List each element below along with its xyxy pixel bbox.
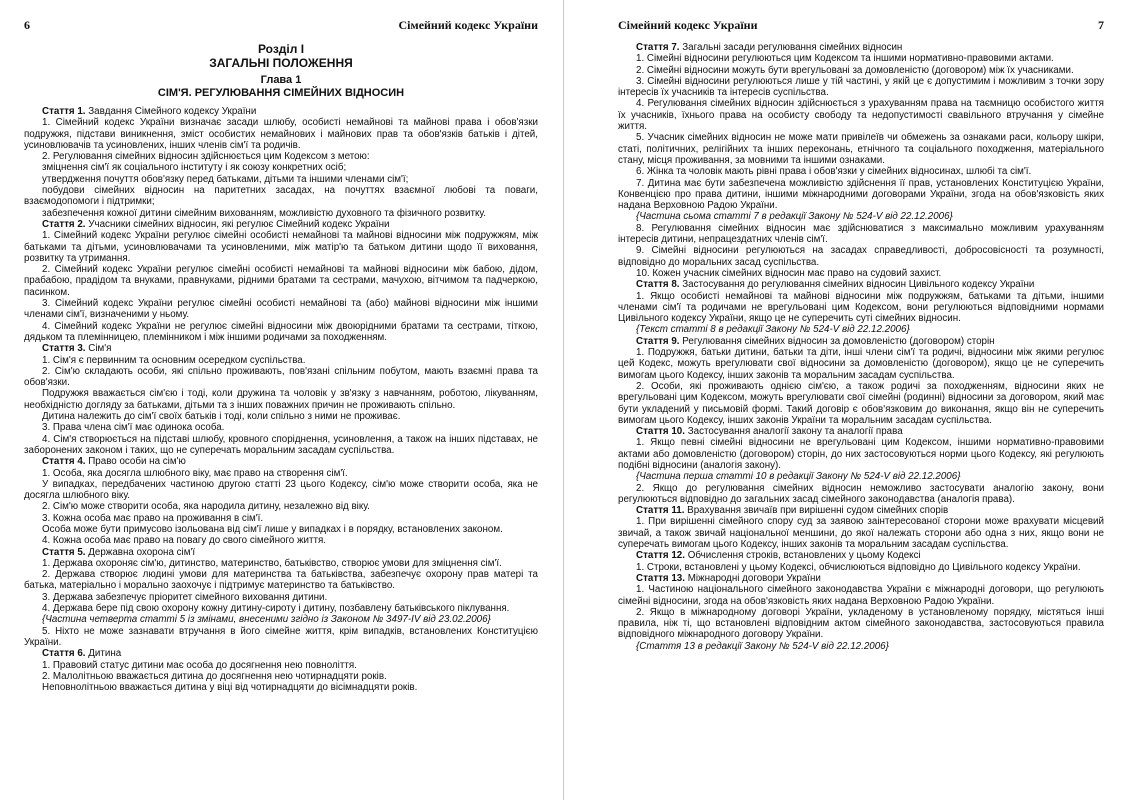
article xyxy=(24,547,538,649)
article-paragraph: У випадках, передбачених частиною другою статті 23 цього Кодексу, сім'ю може створити особа, яка не досягла шлюбного віку. xyxy=(24,478,538,502)
article-title: Учасники сімейних відносин, які регулює Сімейний кодекс України xyxy=(88,218,390,230)
article-heading xyxy=(618,336,1104,347)
article xyxy=(618,42,1104,279)
article-paragraph: 2. Сімейні відносини можуть бути врегульовані за домовленістю (договором) між їх учасниками. xyxy=(636,64,1074,76)
article-heading xyxy=(618,42,1104,53)
article-paragraph: 2. Особи, які проживають однією сім'єю, а також родичі за походженням, відносини яких не врегульовані цим Кодексом, можуть врегулювати свої сімейні (родинні) відносини за договором, який має бути укладений у письмовій формі. Такий договір є обов'язковим до виконання, якщо він не суперечить вимогам цього Кодексу, інших законів України та моральним засадам суспільства. xyxy=(618,380,1104,426)
article-paragraph: побудови сімейних відносин на паритетних засадах, на почуттях взаємної любові та поваги, взаємодопомоги і підтримки; xyxy=(24,185,538,208)
article-heading xyxy=(618,573,1104,584)
article-title: Регулювання сімейних відносин за домовленістю (договором) сторін xyxy=(682,335,995,347)
article-paragraph: 2. Сім'ю може створити особа, яка народила дитину, незалежно від віку. xyxy=(42,501,370,513)
article-paragraph: 10. Кожен учасник сімейних відносин має право на судовий захист. xyxy=(636,267,942,279)
article-paragraph: 1. Строки, встановлені у цьому Кодексі, обчислюються відповідно до Цивільного кодексу України. xyxy=(636,561,1081,573)
article-label: Стаття 2. xyxy=(42,218,86,230)
article-paragraph: 2. Держава створює людині умови для материнства та батьківства, забезпечує охорону прав матері та батька, матеріально і морально заохочує і підтримує материнство та батьківство. xyxy=(24,569,538,592)
article-paragraph: 2. Сімейний кодекс України регулює сімейні особисті немайнові та майнові відносини між бабою, дідом, прабабою, прадідом та внуками, правнуками, рідними братами та сестрами, мачухою, вітчимом та падчеркою, пасинком. xyxy=(24,264,538,298)
article-paragraph: 1. Якщо певні сімейні відносини не врегульовані цим Кодексом, іншими нормативно-правовими актами або домовленістю (договором) сторін, до них застосовуються норми цього Кодексу, які регулюють подібні відносини (аналогія закону). xyxy=(618,437,1104,471)
article xyxy=(24,106,538,219)
right-page xyxy=(566,0,1128,800)
article-paragraph: 3. Кожна особа має право на проживання в сім'ї. xyxy=(42,512,264,524)
article xyxy=(618,426,1104,505)
article-label: Стаття 3. xyxy=(42,343,86,355)
article-title: Дитина xyxy=(88,648,122,660)
article-heading xyxy=(24,343,538,354)
article xyxy=(618,279,1104,335)
article-label: Стаття 1. xyxy=(42,106,86,117)
chapter-label: Глава 1 xyxy=(260,74,302,86)
article-label: Стаття 4. xyxy=(42,456,86,468)
article xyxy=(618,573,1104,652)
article-paragraph: 1. Сімейні відносини регулюються цим Кодексом та іншими нормативно-правовими актами. xyxy=(636,53,1054,65)
article-title: Завдання Сімейного кодексу України xyxy=(88,106,257,117)
amendment-note: {Стаття 13 в редакції Закону № 524-V від 22.12.2006} xyxy=(636,640,889,652)
article-paragraph: забезпечення кожної дитини сімейним вихованням, можливістю духовного та фізичного розвитку. xyxy=(42,207,486,219)
right-articles xyxy=(618,42,1104,652)
article-paragraph: 6. Жінка та чоловік мають рівні права і обов'язки у сімейних відносинах, шлюбі та сім'ї. xyxy=(636,166,1032,178)
amendment-note: {Частина перша статті 10 в редакції Закону № 524-V від 22.12.2006} xyxy=(636,471,961,483)
article-paragraph: 4. Сім'я створюється на підставі шлюбу, кровного споріднення, усиновлення, а також на інших підставах, не заборонених законом і таких, що не суперечать моральним засадам суспільства. xyxy=(24,433,538,456)
article-paragraph: 1. Частиною національного сімейного законодавства України є міжнародні договори, що регулюють сімейні відносини, згода на обов'язковість яких надана Верховною Радою України. xyxy=(618,584,1104,607)
article-paragraph: 1. Сімейний кодекс України регулює сімейні особисті немайнові та майнові відносини між подружжям, між батьками та дітьми, усиновлювачами та усиновленими, між матір'ю та батьком дитини щодо її виховання, розвитку та утримання. xyxy=(24,230,538,264)
article-paragraph: 5. Ніхто не може зазнавати втручання в його сімейне життя, крім випадків, встановлених Конституцією України. xyxy=(24,625,538,648)
article-paragraph: Подружжя вважається сім'єю і тоді, коли дружина та чоловік у зв'язку з навчанням, роботою, лікуванням, необхідністю догляду за батьками, дітьми та з інших поважних причин не проживають спільно. xyxy=(24,388,538,411)
article-label: Стаття 8. xyxy=(636,279,680,291)
article-paragraph: 2. Регулювання сімейних відносин здійснюється цим Кодексом з метою: xyxy=(42,151,370,163)
article xyxy=(618,336,1104,426)
article-paragraph: 4. Кожна особа має право на повагу до свого сімейного життя. xyxy=(42,535,326,547)
article-title: Міжнародні договори України xyxy=(687,572,821,584)
article-label: Стаття 11. xyxy=(636,505,685,517)
page-number: 6 xyxy=(24,18,30,32)
article-paragraph: 5. Учасник сімейних відносин не може мати привілеїв чи обмежень за ознаками раси, кольору шкіри, статі, політичних, релігійних та інших переконань, етнічного та соціального походження, матеріального стану, місця проживання, за мовними та іншими ознаками. xyxy=(618,132,1104,166)
article-heading xyxy=(618,505,1104,516)
article-title: Застосування до регулювання сімейних відносин Цивільного кодексу України xyxy=(682,279,1035,291)
article-paragraph: 2. Якщо в міжнародному договорі України, укладеному в установленому порядку, містяться інші правила, ніж ті, що встановлені відповідним актом сімейного законодавства, застосовуються правила відповідного міжнародного договору України. xyxy=(618,606,1104,641)
left-running-head xyxy=(24,18,538,32)
article-paragraph: 2. Якщо до регулювання сімейних відносин неможливо застосувати аналогію закону, вони регулюються відповідно до загальних засад сімейного законодавства (аналогія права). xyxy=(618,482,1104,505)
article-paragraph: 3. Сімейні відносини регулюються лише у тій частині, у якій це є допустимим і можливим з точки зору інтересів їх учасників та інтересів суспільства. xyxy=(618,75,1104,99)
article-paragraph: 4. Сімейний кодекс України не регулює сімейні відносини між двоюрідними братами та сестрами, тіткою, дядьком та племінницею, племінником і між іншими родичами за походженням. xyxy=(24,320,538,343)
article-title: Загальні засади регулювання сімейних відносин xyxy=(682,42,903,53)
article-paragraph: 9. Сімейні відносини регулюються на засадах справедливості, добросовісності та розумності, відповідно до моральних засад суспільства. xyxy=(618,245,1104,268)
article-heading xyxy=(618,550,1104,561)
article xyxy=(24,456,538,546)
article-title: Застосування аналогії закону та аналогії права xyxy=(687,426,903,438)
article-paragraph: 1. Сім'я є первинним та основним осередком суспільства. xyxy=(42,354,306,366)
page-gutter xyxy=(563,0,564,800)
article-heading xyxy=(24,106,538,117)
article-label: Стаття 5. xyxy=(42,546,86,558)
article-paragraph: 1. Особа, яка досягла шлюбного віку, має право на створення сім'ї. xyxy=(42,467,348,479)
article-label: Стаття 6. xyxy=(42,648,86,660)
article-paragraph: утвердження почуття обов'язку перед батьками, дітьми та іншими членами сім'ї; xyxy=(42,173,409,185)
article-paragraph: Дитина належить до сім'ї своїх батьків і тоді, коли спільно з ними не проживає. xyxy=(42,411,401,423)
article-paragraph: 3. Права члена сім'ї має одинока особа. xyxy=(42,422,225,434)
amendment-note: {Частина четверта статті 5 із змінами, внесеними згідно із Законом № 3497-IV від 23.02.2006} xyxy=(42,614,491,626)
article-paragraph: 2. Сім'ю складають особи, які спільно проживають, пов'язані спільним побутом, мають взаємні права та обов'язки. xyxy=(24,365,538,389)
article-paragraph: зміцнення сім'ї як соціального інституту і як союзу конкретних осіб; xyxy=(42,162,347,174)
article-paragraph: 1. Сімейний кодекс України визначає засади шлюбу, особисті немайнові та майнові права і обов'язки подружжя, підстави виникнення, зміст особистих немайнових і майнових прав та обов'язків батьків і дітей, усиновлювачів та усиновлених, інших членів сім'ї та родичів. xyxy=(24,117,538,151)
article-title: Державна охорона сім'ї xyxy=(88,546,196,558)
article-paragraph: 3. Держава забезпечує пріоритет сімейного виховання дитини. xyxy=(42,591,328,603)
amendment-note: {Текст статті 8 в редакції Закону № 524-V від 22.12.2006} xyxy=(636,324,910,336)
article-title: Сім'я xyxy=(88,343,112,355)
article-title: Право особи на сім'ю xyxy=(88,456,186,468)
article-paragraph: 1. Держава охороняє сім'ю, дитинство, материнство, батьківство, створює умови для зміцнення сім'ї. xyxy=(42,557,502,569)
amendment-note: {Частина сьома статті 7 в редакції Закону № 524-V від 22.12.2006} xyxy=(636,211,953,223)
article-label: Стаття 7. xyxy=(636,42,680,53)
right-running-head xyxy=(618,18,1104,32)
article-paragraph: 3. Сімейний кодекс України регулює сімейні особисті немайнові та (або) майнові відносини між іншими членами сім'ї, визначеними у ньому. xyxy=(24,298,538,321)
chapter-title: СІМ'Я. РЕГУЛЮВАННЯ СІМЕЙНИХ ВІДНОСИН xyxy=(157,87,405,99)
article-heading xyxy=(618,426,1104,437)
article xyxy=(24,219,538,343)
article-paragraph: 1. При вирішенні сімейного спору суд за заявою заінтересованої сторони може врахувати місцевий звичай, а також звичай національної меншини, до якої належать сторони або одна з них, якщо вони не суперечать вимогам цього Кодексу, інших законів та моральним засадам суспільства. xyxy=(618,516,1104,551)
section-label: Розділ I xyxy=(257,42,305,56)
article-paragraph: 7. Дитина має бути забезпечена можливістю здійснення її прав, установлених Конституцією України, Конвенцією про права дитини, іншими міжнародними договорами України, згода на обов'язковість яких надана Верховною Радою України. xyxy=(618,177,1104,212)
article-paragraph: 4. Регулювання сімейних відносин здійснюється з урахуванням права на таємницю особистого життя їх учасників, їхнього права на особисту свободу та недопустимості свавільного втручання у сімейне життя. xyxy=(618,98,1104,133)
running-title: Сімейний кодекс України xyxy=(618,18,758,32)
article-paragraph: Особа може бути примусово ізольована від сім'ї лише у випадках і в порядку, встановлених законом. xyxy=(42,523,503,535)
left-page xyxy=(0,0,562,800)
article-heading xyxy=(24,456,538,467)
article-paragraph: 1. Правовий статус дитини має особа до досягнення нею повноліття. xyxy=(42,659,357,671)
article-title: Обчислення строків, встановлених у цьому Кодексі xyxy=(687,550,921,562)
article-paragraph: Неповнолітньою вважається дитина у віці від чотирнадцяти до вісімнадцяти років. xyxy=(42,682,418,694)
article xyxy=(24,648,538,693)
article xyxy=(24,343,538,456)
article-heading xyxy=(618,279,1104,290)
article-label: Стаття 9. xyxy=(636,335,680,347)
article-label: Стаття 10. xyxy=(636,426,685,438)
article-paragraph: 4. Держава бере під свою охорону кожну дитину-сироту і дитину, позбавлену батьківського піклування. xyxy=(42,603,510,615)
article-label: Стаття 12. xyxy=(636,550,685,562)
article xyxy=(618,505,1104,550)
article-paragraph: 8. Регулювання сімейних відносин має здійснюватися з максимально можливим урахуванням інтересів дитини, непрацездатних членів сім'ї. xyxy=(618,222,1104,246)
article xyxy=(618,550,1104,573)
article-paragraph: 1. Подружжя, батьки дитини, батьки та діти, інші члени сім'ї та родичі, відносини між якими регулює цей Кодекс, можуть врегулювати свої відносини за домовленістю (договором), якщо це не суперечить вимогам цього Кодексу, інших законів та моральним засадам суспільства. xyxy=(618,347,1104,381)
article-heading xyxy=(24,219,538,230)
article-paragraph: 1. Якщо особисті немайнові та майнові відносини між подружжям, батьками та дітьми, іншими членами сім'ї та родичами не врегульовані цим Кодексом, вони регулюються відповідними нормами Цивільного кодексу України, якщо це не суперечить суті сімейних відносин. xyxy=(618,290,1104,325)
running-title: Сімейний кодекс України xyxy=(398,18,538,32)
article-paragraph: 2. Малолітньою вважається дитина до досягнення нею чотирнадцяти років. xyxy=(42,670,387,682)
article-heading xyxy=(24,547,538,558)
article-title: Врахування звичаїв при вирішенні судом сімейних спорів xyxy=(687,505,949,517)
section-title: ЗАГАЛЬНІ ПОЛОЖЕННЯ xyxy=(209,56,353,70)
left-articles xyxy=(24,106,538,693)
page-number: 7 xyxy=(1098,18,1104,32)
article-heading xyxy=(24,648,538,659)
article-label: Стаття 13. xyxy=(636,572,685,584)
